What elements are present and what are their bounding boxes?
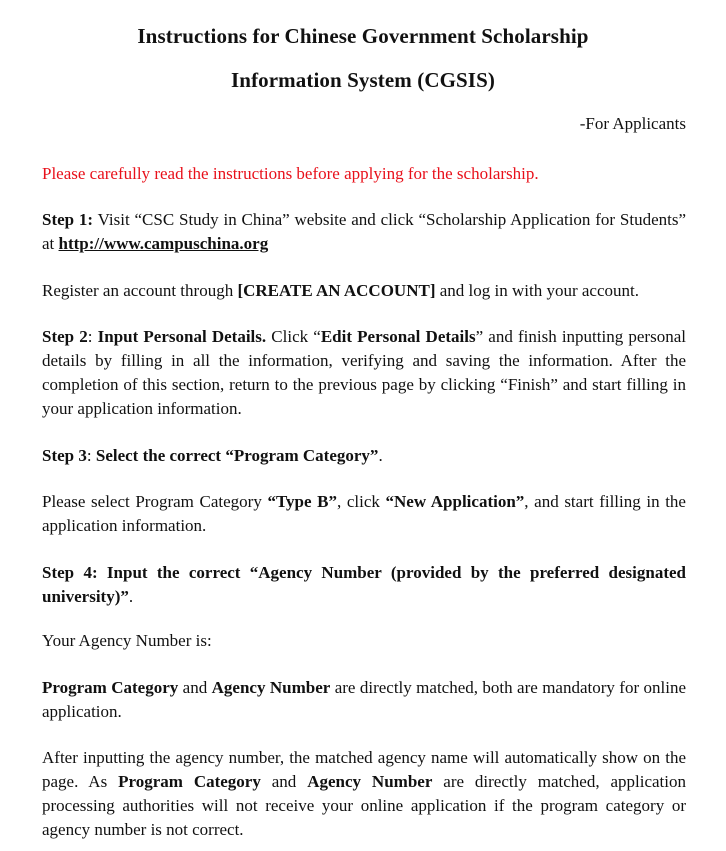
step1-paragraph	[42, 208, 686, 256]
program-category-paragraph	[42, 490, 686, 538]
campuschina-link[interactable]: http://www.campuschina.org	[58, 234, 269, 253]
step2-label: Step 2	[42, 327, 88, 346]
new-application-label: “New Application”	[385, 492, 525, 511]
after-text3: are directly matched, application processing authorities will not receive your online application if the program category or agency number is not correct.	[42, 772, 687, 839]
step2-text1: Click “	[266, 327, 321, 346]
matched-text2: are directly matched, both are mandatory for online application.	[42, 678, 687, 721]
program-text2: , click	[336, 492, 386, 511]
after-text2: and	[260, 772, 308, 791]
step3-colon: :	[86, 446, 96, 465]
step3-label: Step 3	[42, 446, 87, 465]
program-text1: Please select Program Category	[42, 492, 268, 511]
step4-paragraph	[42, 561, 686, 609]
register-paragraph	[42, 279, 686, 303]
step3-end: .	[378, 446, 383, 465]
after-text1: After inputting the agency number, the matched agency name will automatically show on the page. As	[42, 748, 686, 791]
matched-paragraph	[42, 676, 686, 724]
matched-text1: and	[178, 678, 212, 697]
document-title-line2: Information System (CGSIS)	[231, 68, 495, 92]
notice-text: Please carefully read the instructions before applying for the scholarship.	[42, 164, 539, 183]
after-agency-number: Agency Number	[307, 772, 433, 791]
step1-text: Visit “CSC Study in China” website and click “Scholarship Application for Students” at	[42, 210, 687, 253]
step2-colon: :	[87, 327, 98, 346]
document-title-line1: Instructions for Chinese Government Scholarship	[137, 24, 589, 48]
step4-heading: Step 4: Input the correct “Agency Number (provided by the preferred designated university)”	[42, 563, 686, 606]
step3-heading: Select the correct “Program Category”	[95, 446, 379, 465]
type-b-label: “Type B”	[267, 492, 337, 511]
matched-agency-number: Agency Number	[211, 678, 331, 697]
edit-personal-details-label: Edit Personal Details	[320, 327, 476, 346]
create-account-label: [CREATE AN ACCOUNT]	[237, 281, 436, 300]
step3-paragraph	[42, 444, 686, 468]
step2-paragraph	[42, 325, 686, 421]
step2-heading: Input Personal Details.	[97, 327, 267, 346]
step1-label: Step 1:	[42, 210, 94, 229]
register-pre: Register an account through	[42, 281, 238, 300]
program-text3: , and start filling in the application information.	[42, 492, 686, 535]
after-inputting-paragraph	[42, 746, 686, 842]
step4-end: .	[128, 587, 134, 606]
matched-program-category: Program Category	[42, 678, 179, 697]
after-program-category: Program Category	[118, 772, 261, 791]
audience-label: -For Applicants	[579, 114, 686, 133]
agency-number-line: Your Agency Number is:	[42, 631, 212, 650]
register-post: and log in with your account.	[435, 281, 639, 300]
step2-text2: ” and finish inputting personal details by filling in all the information, verifying and saving the information. After the completion of this section, return to the previous page by clicking “Finish” and start filling in your application information.	[42, 327, 686, 418]
